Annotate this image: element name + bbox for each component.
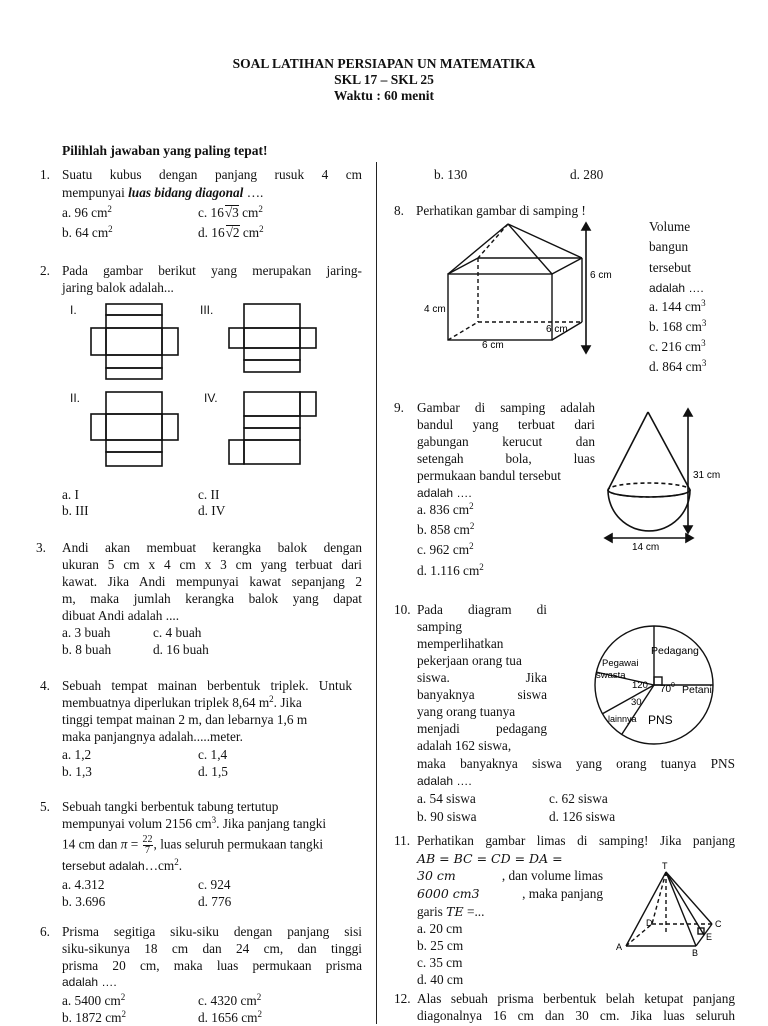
- option-d[interactable]: d. 16 buah: [153, 642, 209, 657]
- net-diagram-3: [228, 303, 320, 383]
- option-b[interactable]: b. 168 $cm^3$: [649, 318, 707, 334]
- option-c[interactable]: c. 4 buah: [153, 625, 202, 640]
- option-a[interactable]: a. 96 $cm^2$: [62, 204, 112, 220]
- point-t: T: [662, 861, 668, 871]
- instruction: Pilihlah jawaban yang paling tepat!: [62, 143, 268, 158]
- net-diagram-1: [90, 303, 182, 383]
- option-b[interactable]: b. 90 siswa: [417, 809, 477, 824]
- option-c[interactable]: c. 962 $cm^2$: [417, 541, 474, 557]
- dim-height: 6 cm: [590, 270, 612, 281]
- page-title: SOAL LATIHAN PERSIAPAN UN MATEMATIKA: [232, 56, 536, 71]
- column-divider: [376, 162, 377, 1024]
- option-c[interactable]: c. 4320 $cm^2$: [198, 992, 262, 1008]
- pie-angle-120: 120: [632, 680, 648, 691]
- option-c[interactable]: c. 924: [198, 877, 231, 892]
- pie-angle-70: 70: [660, 684, 672, 695]
- point-e: E: [706, 932, 713, 942]
- net-label-3: III.: [200, 303, 214, 317]
- option-d[interactable]: d. 1656 $cm^2$: [198, 1009, 262, 1025]
- net-diagram-2: [90, 391, 182, 471]
- option-b[interactable]: b. III: [62, 503, 89, 518]
- dim-width: 6 cm: [546, 324, 568, 335]
- option-a[interactable]: a. 836 $cm^2$: [417, 501, 474, 517]
- pie-label-pegawai: Pegawai: [602, 658, 639, 669]
- option-a[interactable]: a. 144 $cm^3$: [649, 298, 706, 314]
- pie-label-swasta: swasta: [596, 670, 626, 681]
- option-c[interactable]: c. 35 cm: [417, 955, 463, 970]
- option-c[interactable]: c. 1,4: [198, 747, 228, 762]
- option-d[interactable]: d. 16√2 $cm^2$: [198, 224, 264, 240]
- option-a[interactable]: a. 54 siswa: [417, 791, 476, 806]
- option-a[interactable]: a. 20 cm: [417, 921, 463, 936]
- option-b[interactable]: b. 25 cm: [417, 938, 464, 953]
- option-d[interactable]: d. 864 $cm^3$: [649, 358, 707, 374]
- option-c[interactable]: c. 216 $cm^3$: [649, 338, 706, 354]
- net-label-4: IV.: [204, 391, 218, 405]
- option-d[interactable]: d. 126 siswa: [549, 809, 616, 824]
- option-a[interactable]: a. 5400 $cm^2$: [62, 992, 126, 1008]
- point-d: D: [646, 918, 653, 928]
- option-c[interactable]: c. 62 siswa: [549, 791, 608, 806]
- option-a[interactable]: a. I: [62, 487, 79, 502]
- option-b[interactable]: b. 1,3: [62, 764, 92, 779]
- option-b[interactable]: b. 64 $cm^2$: [62, 224, 113, 240]
- option-d[interactable]: d. 40 cm: [417, 972, 464, 987]
- option-b[interactable]: b. 1872 $cm^2$: [62, 1009, 126, 1025]
- pie-label-petani: Petani: [682, 684, 712, 696]
- time-limit: Waktu : 60 menit: [333, 88, 435, 103]
- pie-label-lainnya: lainnya: [608, 714, 637, 724]
- net-label-1: I.: [70, 303, 77, 317]
- pie-label-pns: PNS: [648, 713, 673, 727]
- net-label-2: II.: [70, 391, 81, 405]
- net-diagram-4: [228, 391, 320, 471]
- option-a[interactable]: a. 4.312: [62, 877, 105, 892]
- dim-left: 4 cm: [424, 304, 446, 315]
- pie-label-pedagang: Pedagang: [651, 645, 699, 657]
- pie-chart: [594, 614, 740, 760]
- point-b: B: [692, 948, 699, 958]
- option-d[interactable]: d. 280: [570, 167, 604, 182]
- option-d[interactable]: d. 776: [198, 894, 232, 909]
- option-a[interactable]: a. 1,2: [62, 747, 92, 762]
- option-b[interactable]: b. 3.696: [62, 894, 106, 909]
- option-c[interactable]: c. 16√3 $cm^2$: [198, 204, 263, 220]
- pyramid-diagram: [612, 858, 732, 958]
- option-b[interactable]: b. 130: [434, 167, 468, 182]
- option-d[interactable]: d. 1,5: [198, 764, 228, 779]
- dim-diameter: 14 cm: [632, 542, 660, 553]
- option-c[interactable]: c. II: [198, 487, 220, 502]
- option-b[interactable]: b. 858 $cm^2$: [417, 521, 475, 537]
- option-d[interactable]: d. IV: [198, 503, 226, 518]
- option-d[interactable]: d. 1.116 $cm^2$: [417, 562, 484, 578]
- pendulum-diagram: [600, 408, 730, 558]
- pie-angle-30: 30: [631, 697, 642, 708]
- option-a[interactable]: a. 3 buah: [62, 625, 111, 640]
- pie-degree: 0: [671, 682, 675, 689]
- prism-pyramid-diagram: [420, 222, 620, 354]
- point-a: A: [616, 942, 623, 952]
- point-c: C: [715, 919, 722, 929]
- dim-bottom: 6 cm: [482, 340, 504, 351]
- page-subtitle: SKL 17 – SKL 25: [334, 72, 434, 87]
- option-b[interactable]: b. 8 buah: [62, 642, 112, 657]
- dim-height: 31 cm: [693, 470, 721, 481]
